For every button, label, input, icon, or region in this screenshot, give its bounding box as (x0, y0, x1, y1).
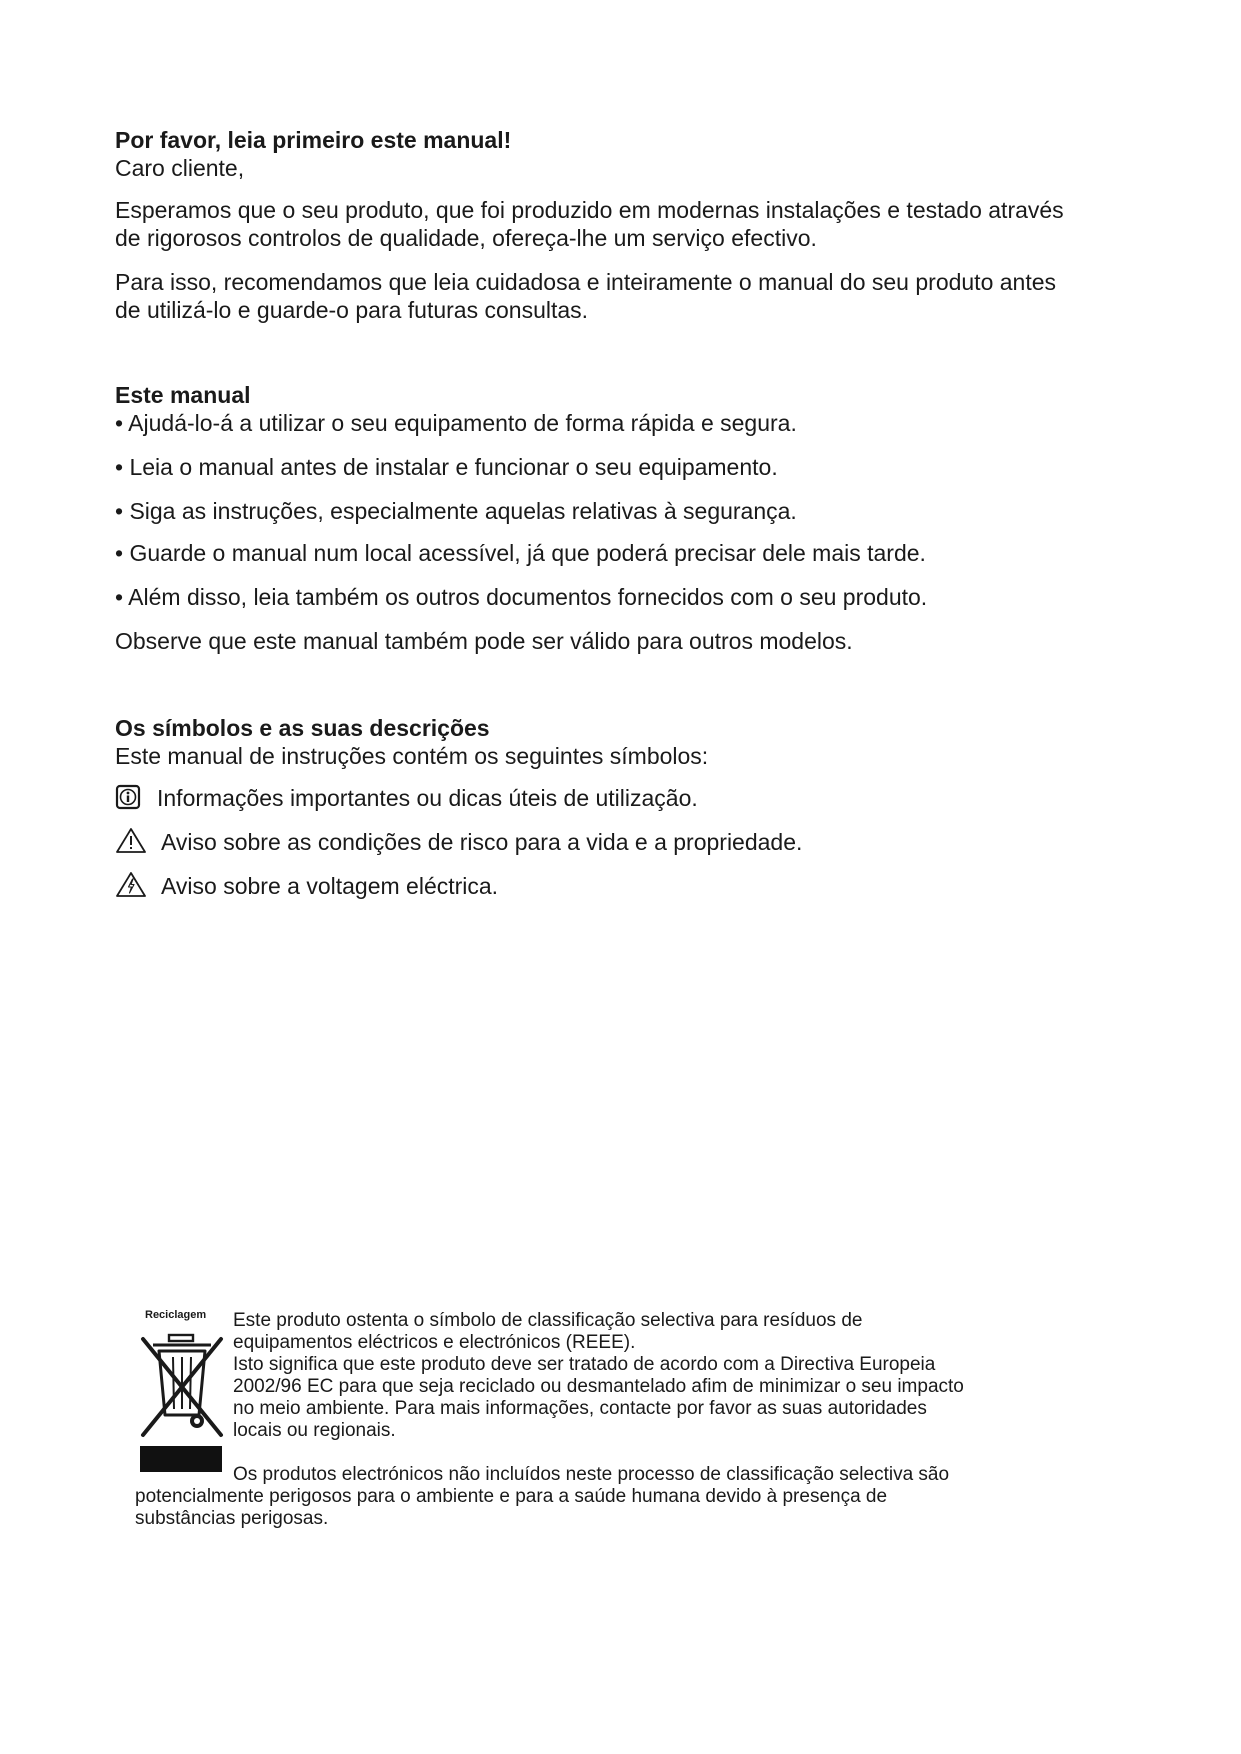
list-item: • Siga as instruções, especialmente aquelas relativas à segurança. (115, 498, 797, 524)
recycling-line: no meio ambiente. Para mais informações, contacte por favor as suas autoridades (233, 1398, 927, 1419)
recycling-line: 2002/96 EC para que seja reciclado ou desmantelado afim de minimizar o seu impacto (233, 1376, 964, 1397)
recycling-paragraph-2-line: potencialmente perigosos para o ambiente e para a saúde humana devido à presença de (135, 1486, 888, 1507)
symbol-warning-text: Aviso sobre as condições de risco para a vida e a propriedade. (161, 829, 803, 855)
recycling-paragraph-2-line: Os produtos electrónicos não incluídos neste processo de classificação selectiva são (233, 1464, 950, 1485)
symbol-row-info (115, 784, 698, 812)
list-item: • Ajudá-lo-á a utilizar o seu equipamento de forma rápida e segura. (115, 410, 797, 436)
intro-paragraph-2-line-1: Para isso, recomendamos que leia cuidadosa e inteiramente o manual do seu produto antes (115, 269, 1057, 295)
symbol-info-text: Informações importantes ou dicas úteis de utilização. (157, 785, 698, 811)
electric-warning-icon (115, 870, 147, 898)
symbol-electric-text: Aviso sobre a voltagem eléctrica. (161, 873, 499, 899)
intro-heading: Por favor, leia primeiro este manual! (115, 127, 512, 153)
symbol-row-warning (115, 828, 803, 856)
recycling-line: Isto significa que este produto deve ser tratado de acordo com a Directiva Europeia (233, 1354, 936, 1375)
intro-paragraph-1-line-2: de rigorosos controlos de qualidade, ofereça-lhe um serviço efectivo. (115, 225, 817, 251)
crossed-bin-icon (139, 1327, 225, 1443)
greeting: Caro cliente, (115, 155, 245, 181)
symbol-row-electric (115, 872, 499, 900)
symbols-heading: Os símbolos e as suas descrições (115, 715, 490, 741)
recycling-line: locais ou regionais. (233, 1420, 396, 1441)
manual-heading: Este manual (115, 382, 251, 408)
list-item: • Leia o manual antes de instalar e funcionar o seu equipamento. (115, 454, 778, 480)
intro-paragraph-1-line-1: Esperamos que o seu produto, que foi produzido em modernas instalações e testado através (115, 197, 1064, 223)
weee-black-bar (140, 1446, 222, 1472)
recycling-label: Reciclagem (145, 1309, 207, 1321)
recycling-paragraph-2-line: substâncias perigosas. (135, 1508, 329, 1529)
symbols-intro: Este manual de instruções contém os seguintes símbolos: (115, 743, 709, 769)
recycling-line: equipamentos eléctricos e electrónicos (REEE). (233, 1332, 636, 1353)
manual-note: Observe que este manual também pode ser válido para outros modelos. (115, 628, 853, 654)
intro-paragraph-2-line-2: de utilizá-lo e guarde-o para futuras consultas. (115, 297, 589, 323)
info-icon (115, 784, 141, 810)
recycling-line: Este produto ostenta o símbolo de classificação selectiva para resíduos de (233, 1310, 863, 1331)
list-item: • Guarde o manual num local acessível, já que poderá precisar dele mais tarde. (115, 540, 926, 566)
warning-icon (115, 826, 147, 854)
list-item: • Além disso, leia também os outros documentos fornecidos com o seu produto. (115, 584, 928, 610)
